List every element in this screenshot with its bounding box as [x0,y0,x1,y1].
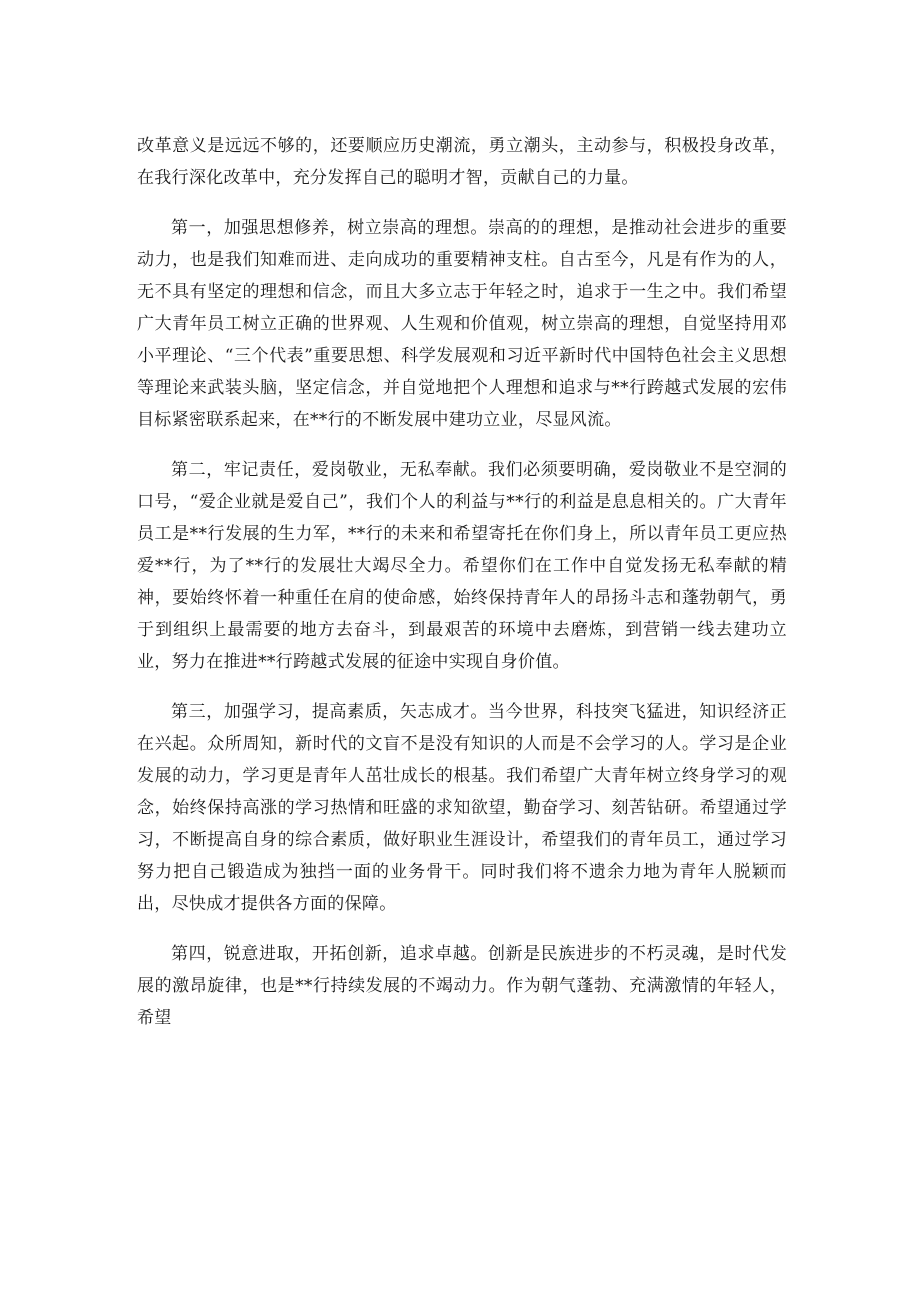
paragraph-second-point: 第二，牢记责任，爱岗敬业，无私奉献。我们必须要明确，爱岗敬业不是空洞的口号，“爱企业就是爱自己”，我们个人的利益与**行的利益是息息相关的。广大青年员工是**行发展的生力军，**行的未来和希望寄托在你们身上，所以青年员工更应热爱**行，为了**行的发展壮大竭尽全力。希望你们在工作中自觉发扬无私奉献的精神，要始终怀着一种重任在肩的使命感，始终保持青年人的昂扬斗志和蓬勃朝气，勇于到组织上最需要的地方去奋斗，到最艰苦的环境中去磨炼，到营销一线去建功立业，努力在推进**行跨越式发展的征途中实现自身价值。 [137,460,787,672]
paragraph-fourth-point: 第四，锐意进取，开拓创新，追求卓越。创新是民族进步的不朽灵魂，是时代发展的激昂旋律，也是**行持续发展的不竭动力。作为朝气蓬勃、充满激情的年轻人，希望 [137,944,787,1028]
paragraph-third-point: 第三，加强学习，提高素质，矢志成才。当今世界，科技突飞猛进，知识经济正在兴起。众所周知，新时代的文盲不是没有知识的人而是不会学习的人。学习是企业发展的动力，学习更是青年人茁壮成长的根基。我们希望广大青年树立终身学习的观念，始终保持高涨的学习热情和旺盛的求知欲望，勤奋学习、刻苦钻研。希望通过学习，不断提高自身的综合素质，做好职业生涯设计，希望我们的青年员工，通过学习努力把自己锻造成为独挡一面的业务骨干。同时我们将不遗余力地为青年人脱颖而出，尽快成才提供各方面的保障。 [137,702,787,914]
paragraph-first-point: 第一，加强思想修养，树立崇高的理想。崇高的的理想，是推动社会进步的重要动力，也是我们知难而进、走向成功的重要精神支柱。自古至今，凡是有作为的人，无不具有坚定的理想和信念，而且大多立志于年轻之时，追求于一生之中。我们希望广大青年员工树立正确的世界观、人生观和价值观，树立崇高的理想，自觉坚持用邓小平理论、“三个代表”重要思想、科学发展观和习近平新时代中国特色社会主义思想等理论来武装头脑，坚定信念，并自觉地把个人理想和追求与**行跨越式发展的宏伟目标紧密联系起来，在**行的不断发展中建功立业，尽显风流。 [137,218,787,430]
paragraph-continuation: 改革意义是远远不够的，还要顺应历史潮流，勇立潮头，主动参与，积极投身改革，在我行深化改革中，充分发挥自己的聪明才智，贡献自己的力量。 [137,136,787,188]
document-body [137,130,787,1034]
